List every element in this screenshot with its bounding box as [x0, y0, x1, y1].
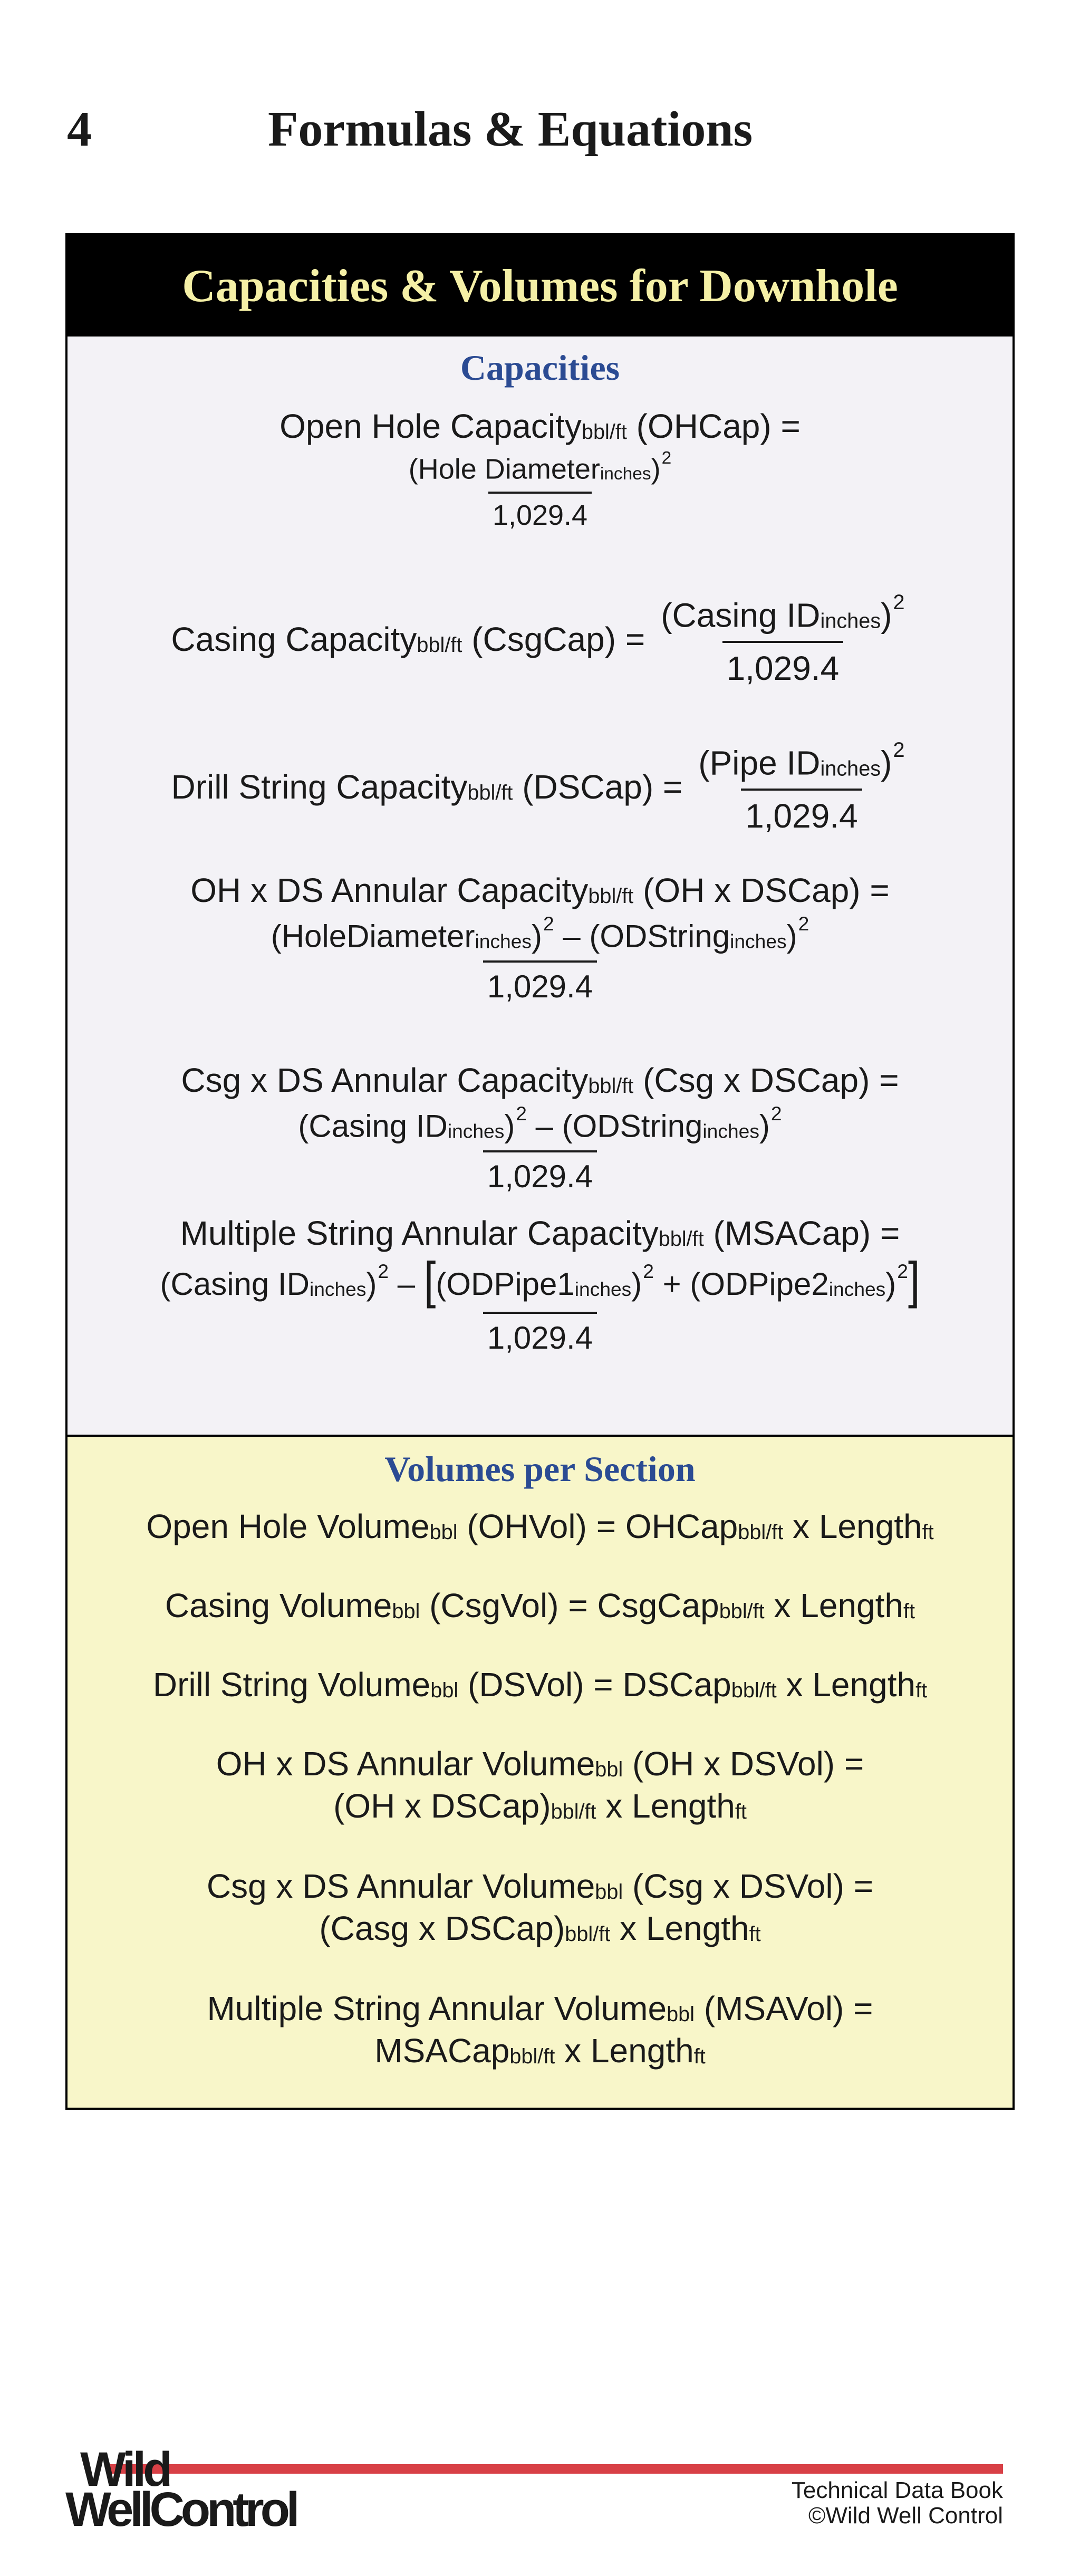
- footer-text: [792, 2478, 1003, 2528]
- open-hole-volume-formula: Open Hole Volume$_{bbl}$ (OHVol) = OHCap$_{bbl/ft}$ x Length$_{ft}$: [146, 1507, 934, 1545]
- fraction: $\frac{(Hole Diameter_{inches})^2}{1,029.4}$: [404, 447, 676, 533]
- wild-well-control-logo: Wild WellControl: [65, 2443, 296, 2536]
- fraction: $\frac{(HoleDiameter_{inches})^2 - (ODString_{inches})^2}{1,029.4}$: [267, 911, 814, 1006]
- page-number: 4: [67, 102, 92, 157]
- page-title: Formulas & Equations: [268, 102, 753, 157]
- multiple-string-annular-volume-formula: Multiple String Annular Volume$_{bbl}$ (MSAVol) = MSACap$_{bbl/ft}$ x Length$_{ft}$: [207, 1989, 873, 2070]
- fraction: $\frac{(Casing ID_{inches})^2}{1,029.4}$: [657, 590, 909, 689]
- casing-volume-formula: Casing Volume$_{bbl}$ (CsgVol) = CsgCap$_{bbl/ft}$ x Length$_{ft}$: [165, 1587, 915, 1625]
- drill-string-capacity-formula: Drill String Capacity$_{bbl/ft}$ (DSCap) = $\frac{(Pipe ID_{inches})^2}{1,029.4}$: [68, 737, 1012, 837]
- oh-ds-annular-volume-formula: OH x DS Annular Volume$_{bbl}$ (OH x DSVol) = (OH x $DSCap)_{bbl/ft}$ x Length$_{ft}$: [216, 1745, 864, 1825]
- capacities-section: [68, 337, 1012, 1437]
- box-title: Capacities & Volumes for Downhole: [182, 260, 898, 312]
- multiple-string-annular-capacity-formula: Multiple String Annular Capacity$_{bbl/ft}$ (MSACap) = $\frac{(Casing ID_{inches})^2 - [(ODPipe1_{inches})^2 + (ODPipe2_{inches})^2]}{1,029.4}$: [68, 1212, 1012, 1358]
- fraction: $\frac{(Pipe ID_{inches})^2}{1,029.4}$: [694, 737, 909, 837]
- copyright: ©Wild Well Control: [808, 2502, 1003, 2529]
- volumes-title: Volumes per Section: [384, 1449, 696, 1489]
- fraction: $\frac{(Casing ID_{inches})^2 - (ODString_{inches})^2}{1,029.4}$: [294, 1101, 786, 1196]
- drill-string-volume-formula: Drill String Volume$_{bbl}$ (DSVol) = DSCap$_{bbl/ft}$ x Length$_{ft}$: [152, 1666, 928, 1704]
- volumes-section: [68, 1437, 1012, 2110]
- formula-line: Open Hole Capacity$_{bbl/ft}$ (OHCap) =: [279, 407, 801, 445]
- book-title: Technical Data Book: [791, 2477, 1003, 2503]
- capacities-title: Capacities: [460, 348, 620, 388]
- fraction: $\frac{(Casing ID_{inches})^2 - [(ODPipe1_{inches})^2 + (ODPipe2_{inches})^2]}{1,029.4}$: [156, 1254, 924, 1358]
- csg-ds-annular-volume-formula: Csg x DS Annular Volume$_{bbl}$ (Csg x DSVol) = (Casg x $DSCap)_{bbl/ft}$ x Length$_{ft}$: [206, 1867, 874, 1947]
- open-hole-capacity-formula: [68, 405, 1012, 533]
- casing-capacity-formula: Casing Capacity$_{bbl/ft}$ (CsgCap) = $\frac{(Casing ID_{inches})^2}{1,029.4}$: [68, 590, 1012, 689]
- formula-box: [65, 233, 1015, 2110]
- oh-ds-annular-capacity-formula: OH x DS Annular Capacity$_{bbl/ft}$ (OH x DSCap) = $\frac{(HoleDiameter_{inches})^2 - (ODString_{inches})^2}{1,029.4}$: [68, 869, 1012, 1006]
- csg-ds-annular-capacity-formula: Csg x DS Annular Capacity$_{bbl/ft}$ (Csg x DSCap) = $\frac{(Casing ID_{inches})^2 - (ODString_{inches})^2}{1,029.4}$: [68, 1059, 1012, 1196]
- box-header: [68, 235, 1012, 337]
